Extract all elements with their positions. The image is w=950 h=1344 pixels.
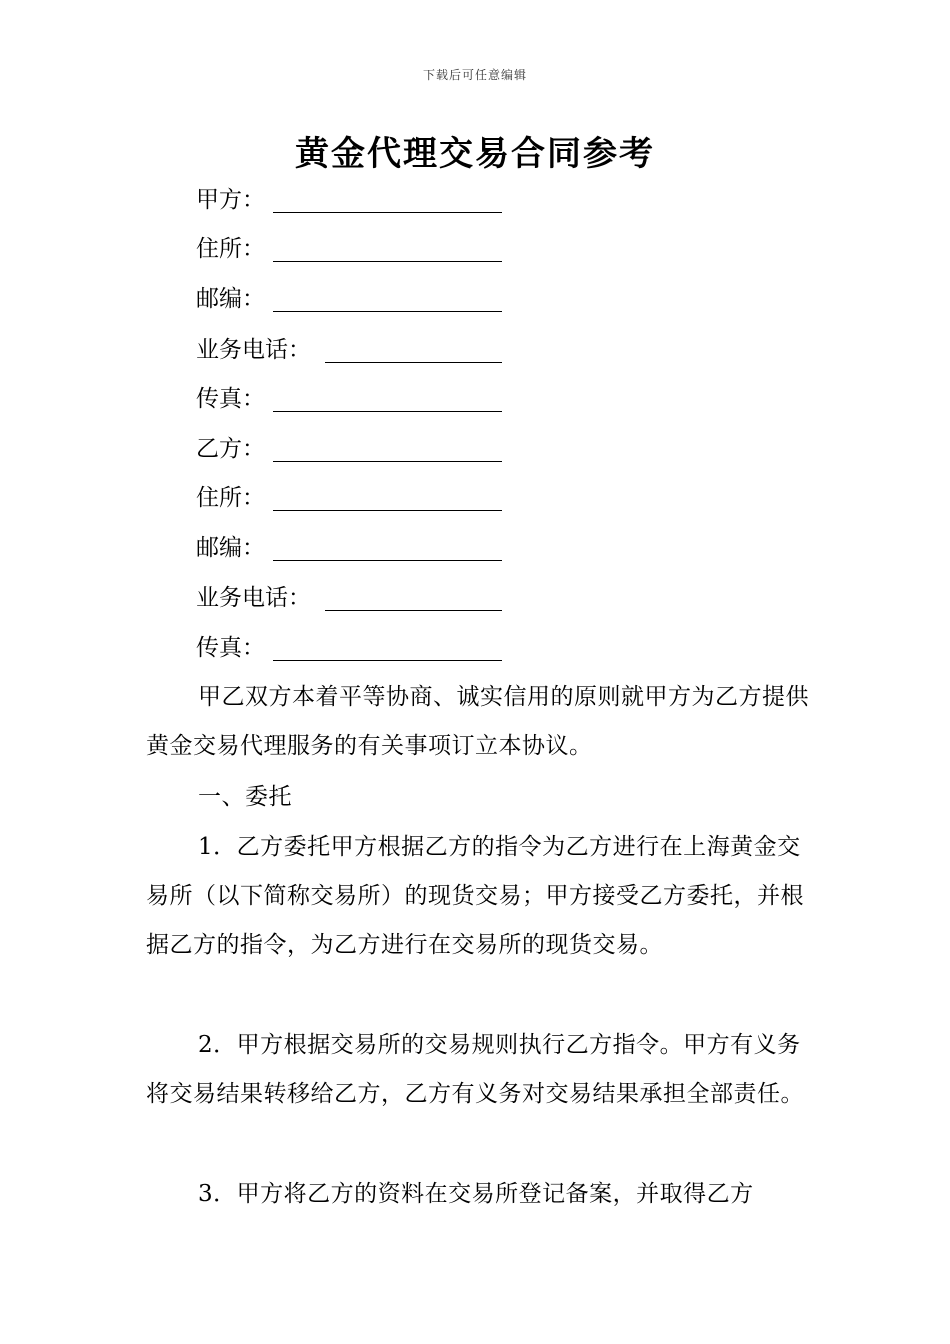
party-a-postcode-blank [273, 311, 502, 312]
party-b-address-field [196, 481, 501, 515]
intro-text: 甲乙双方本着平等协商、诚实信用的原则就甲方为乙方提供黄金交易代理服务的有关事项订立本协议。 [146, 684, 809, 759]
party-a-fax-blank [273, 411, 502, 412]
party-b-postcode-label: 邮编： [196, 535, 265, 561]
clause-1-paragraph [146, 823, 810, 970]
document-title: 黄金代理交易合同参考 [295, 134, 655, 174]
party-a-name-blank [273, 212, 502, 213]
party-a-phone-blank [325, 362, 502, 363]
party-a-phone-label: 业务电话： [196, 337, 311, 363]
party-b-postcode-blank [273, 560, 502, 561]
party-b-fax-field [196, 631, 501, 665]
section-1-heading [146, 773, 810, 822]
party-b-phone-field [196, 581, 501, 615]
header-note: 下载后可任意编辑 [422, 68, 527, 82]
clause-2-text: 2．甲方根据交易所的交易规则执行乙方指令。甲方有义务将交易结果转移给乙方，乙方有义务对交易结果承担全部责任。 [146, 1032, 804, 1107]
section-1-heading-text: 一、委托 [198, 784, 292, 810]
party-a-fax-label: 传真： [196, 386, 265, 412]
party-a-address-blank [273, 261, 502, 262]
intro-paragraph [146, 673, 810, 771]
party-b-fax-label: 传真： [196, 635, 265, 661]
party-a-address-field [196, 232, 501, 266]
party-b-name-label: 乙方： [196, 436, 265, 462]
clause-2-paragraph [146, 1021, 810, 1119]
party-b-address-blank [273, 510, 502, 511]
party-a-name-field [196, 183, 501, 217]
party-b-phone-label: 业务电话： [196, 585, 311, 611]
clause-3-text: 3．甲方将乙方的资料在交易所登记备案，并取得乙方 [198, 1181, 754, 1207]
party-b-phone-blank [325, 610, 502, 611]
party-a-address-label: 住所： [196, 236, 265, 262]
party-b-address-label: 住所： [196, 485, 265, 511]
party-b-postcode-field [196, 531, 501, 565]
party-b-fax-blank [273, 660, 502, 661]
party-a-postcode-field [196, 282, 501, 316]
clause-1-text: 1．乙方委托甲方根据乙方的指令为乙方进行在上海黄金交易所（以下简称交易所）的现货交易；甲方接受乙方委托，并根据乙方的指令，为乙方进行在交易所的现货交易。 [146, 834, 804, 958]
party-a-name-label: 甲方： [196, 187, 265, 213]
party-a-phone-field [196, 333, 501, 367]
party-a-fax-field [196, 382, 501, 416]
clause-3-paragraph [146, 1170, 810, 1219]
party-a-postcode-label: 邮编： [196, 286, 265, 312]
party-b-name-field [196, 432, 501, 466]
party-b-name-blank [273, 461, 502, 462]
